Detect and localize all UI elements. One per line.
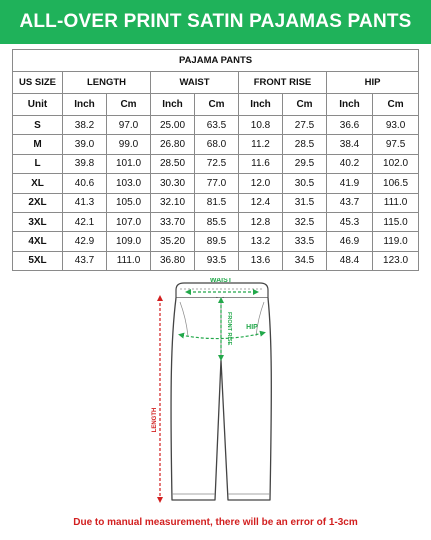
measurement-cell: 101.0 (107, 154, 151, 173)
measurement-cell: 28.5 (283, 135, 327, 154)
size-table (12, 49, 419, 271)
table-row (13, 193, 419, 212)
measurement-cell: 39.8 (63, 154, 107, 173)
measurement-cell: 97.5 (373, 135, 419, 154)
measurement-cell: 29.5 (283, 154, 327, 173)
page-banner (0, 0, 431, 44)
unit-cell: Cm (283, 94, 327, 116)
measurement-cell: 119.0 (373, 232, 419, 251)
length-label: LENGTH (152, 407, 158, 433)
measurement-cell: 12.8 (239, 212, 283, 231)
unit-cell: Cm (373, 94, 419, 116)
measurement-cell: 41.3 (63, 193, 107, 212)
size-cell: M (13, 135, 63, 154)
table-row (13, 232, 419, 251)
measurement-cell: 106.5 (373, 174, 419, 193)
table-row (13, 251, 419, 270)
pants-diagram (0, 278, 431, 510)
measurement-cell: 72.5 (195, 154, 239, 173)
measurement-cell: 103.0 (107, 174, 151, 193)
measurement-cell: 26.80 (151, 135, 195, 154)
size-cell: 5XL (13, 251, 63, 270)
size-cell: 2XL (13, 193, 63, 212)
measurement-cell: 41.9 (327, 174, 373, 193)
measurement-cell: 81.5 (195, 193, 239, 212)
measurement-cell: 68.0 (195, 135, 239, 154)
unit-cell: Cm (195, 94, 239, 116)
measurement-cell: 11.6 (239, 154, 283, 173)
pants-waistband (176, 283, 268, 298)
measurement-cell: 33.5 (283, 232, 327, 251)
unit-cell: Inch (151, 94, 195, 116)
measurement-cell: 30.5 (283, 174, 327, 193)
table-row (13, 212, 419, 231)
col-header-hip: HIP (327, 72, 419, 94)
measurement-cell: 111.0 (373, 193, 419, 212)
measurement-cell: 32.10 (151, 193, 195, 212)
measurement-cell: 102.0 (373, 154, 419, 173)
measurement-cell: 28.50 (151, 154, 195, 173)
table-row (13, 116, 419, 135)
measurement-cell: 39.0 (63, 135, 107, 154)
measurement-cell: 89.5 (195, 232, 239, 251)
measurement-cell: 77.0 (195, 174, 239, 193)
measurement-cell: 48.4 (327, 251, 373, 270)
measurement-cell: 43.7 (63, 251, 107, 270)
size-cell: L (13, 154, 63, 173)
measurement-cell: 93.0 (373, 116, 419, 135)
measurement-cell: 33.70 (151, 212, 195, 231)
measurement-cell: 45.3 (327, 212, 373, 231)
table-title-row (13, 50, 419, 72)
col-header-us-size: US SIZE (13, 72, 63, 94)
table-row (13, 154, 419, 173)
unit-cell: Inch (239, 94, 283, 116)
measurement-note: Due to manual measurement, there will be an error of 1-3cm (73, 517, 358, 528)
measurement-cell: 85.5 (195, 212, 239, 231)
unit-cell: Inch (327, 94, 373, 116)
col-header-front-rise: FRONT RISE (239, 72, 327, 94)
measurement-cell: 11.2 (239, 135, 283, 154)
measurement-cell: 38.4 (327, 135, 373, 154)
measurement-cell: 13.2 (239, 232, 283, 251)
size-rows (13, 116, 419, 271)
table-row (13, 174, 419, 193)
measurement-cell: 32.5 (283, 212, 327, 231)
measurement-cell: 31.5 (283, 193, 327, 212)
measurement-cell: 43.7 (327, 193, 373, 212)
size-cell: XL (13, 174, 63, 193)
col-header-length: LENGTH (63, 72, 151, 94)
waist-label: WAIST (209, 278, 233, 284)
page-title: ALL-OVER PRINT SATIN PAJAMAS PANTS (19, 11, 412, 32)
measurement-cell: 40.2 (327, 154, 373, 173)
measurement-cell: 123.0 (373, 251, 419, 270)
measurement-cell: 97.0 (107, 116, 151, 135)
measurement-cell: 63.5 (195, 116, 239, 135)
measurement-cell: 13.6 (239, 251, 283, 270)
size-cell: S (13, 116, 63, 135)
measurement-cell: 42.9 (63, 232, 107, 251)
measurement-cell: 105.0 (107, 193, 151, 212)
measurement-cell: 30.30 (151, 174, 195, 193)
measurement-cell: 99.0 (107, 135, 151, 154)
measurement-cell: 36.6 (327, 116, 373, 135)
measurement-cell: 12.0 (239, 174, 283, 193)
measurement-cell: 38.2 (63, 116, 107, 135)
size-cell: 4XL (13, 232, 63, 251)
table-row (13, 135, 419, 154)
front-rise-label: FRONT RISE (226, 312, 232, 346)
table-title: PAJAMA PANTS (13, 50, 419, 72)
size-chart (12, 49, 418, 271)
group-header-row (13, 72, 419, 94)
unit-label: Unit (13, 94, 63, 116)
unit-cell: Inch (63, 94, 107, 116)
unit-cell: Cm (107, 94, 151, 116)
col-header-waist: WAIST (151, 72, 239, 94)
measurement-cell: 111.0 (107, 251, 151, 270)
hip-label: HIP (246, 324, 258, 331)
size-cell: 3XL (13, 212, 63, 231)
measurement-cell: 34.5 (283, 251, 327, 270)
measurement-cell: 42.1 (63, 212, 107, 231)
unit-row (13, 94, 419, 116)
measurement-cell: 93.5 (195, 251, 239, 270)
measurement-cell: 25.00 (151, 116, 195, 135)
measurement-cell: 36.80 (151, 251, 195, 270)
measurement-cell: 115.0 (373, 212, 419, 231)
measurement-cell: 46.9 (327, 232, 373, 251)
measurement-cell: 35.20 (151, 232, 195, 251)
measurement-cell: 40.6 (63, 174, 107, 193)
measurement-cell: 107.0 (107, 212, 151, 231)
measurement-cell: 12.4 (239, 193, 283, 212)
measurement-cell: 27.5 (283, 116, 327, 135)
measurement-cell: 10.8 (239, 116, 283, 135)
measurement-cell: 109.0 (107, 232, 151, 251)
